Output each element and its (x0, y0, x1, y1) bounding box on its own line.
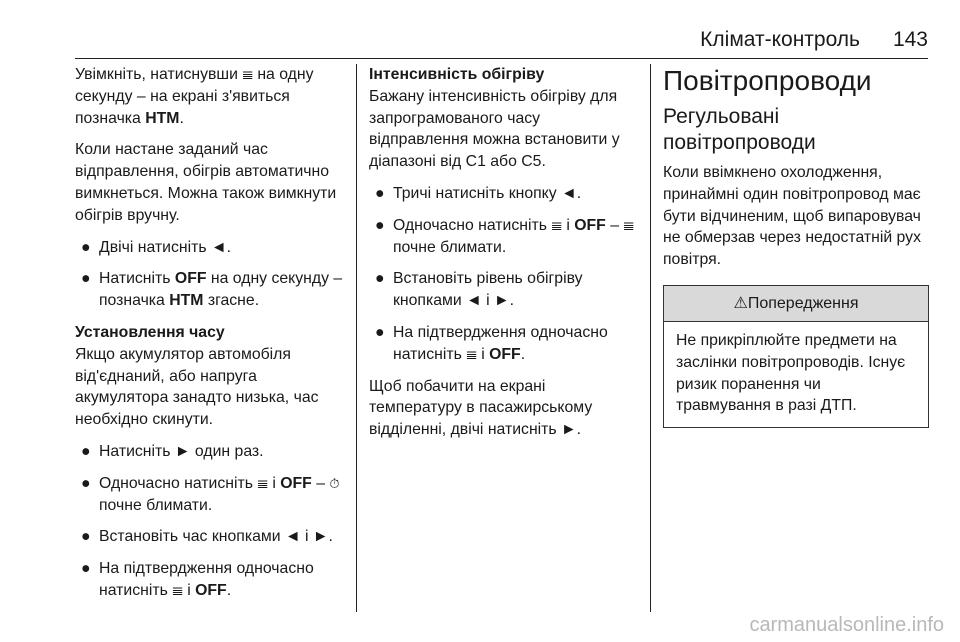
text: Натисніть (99, 442, 175, 460)
paragraph: Коли ввімкнено охолодження, принаймні один повітропровод має бути відчиненим, щоб випаровувач не обмерзав через недостатній рух повітря. (663, 164, 921, 269)
list-item (75, 558, 347, 602)
sub-heading: Інтенсивність обігріву (369, 66, 545, 83)
heater-icon: 𝍣 (551, 217, 562, 233)
off-label: OFF (195, 581, 227, 599)
heater-icon: 𝍣 (466, 346, 477, 362)
text: на одну секунду – на екрані з'явиться позначка (75, 66, 314, 127)
text: Двічі натисніть (99, 238, 211, 256)
right-arrow-icon: ► (312, 528, 329, 546)
text: почне блимати. (99, 496, 213, 514)
heater-icon: 𝍣 (172, 582, 183, 598)
left-arrow-icon: ◄ (284, 528, 301, 546)
text: . (226, 238, 231, 256)
warning-title: Попередження (747, 294, 859, 312)
text: і (267, 474, 281, 492)
bullet-icon: ● (375, 184, 385, 202)
off-label: OFF (489, 345, 521, 363)
off-label: OFF (174, 270, 207, 288)
paragraph: Коли настане заданий час відправлення, обігрів автоматично вимкнеться. Можна також вимкнути обігрів вручну. (75, 141, 337, 224)
text: і (182, 581, 196, 599)
subsection-title: Регульовані повітропроводи (663, 105, 816, 154)
bullet-icon: ● (81, 560, 91, 578)
off-label: OFF (574, 216, 606, 234)
bullet-icon: ● (81, 442, 91, 460)
list-item (75, 441, 347, 463)
page-header-title: Клімат-контроль (700, 28, 860, 51)
bullet-icon: ● (81, 528, 91, 546)
htm-label: HTM (169, 292, 204, 310)
heater-icon: 𝍣 (242, 67, 253, 82)
list-item (369, 215, 641, 259)
text: і (476, 345, 490, 363)
paragraph: Бажану інтенсивність обігріву для запрограмованого часу відправлення можна встановити у діапазоні від C1 або C5. (369, 87, 620, 171)
bullet-icon: ● (375, 323, 385, 341)
warning-text: Не прикріплюйте предмети на заслінки повітропроводів. Існує ризик поранення чи травмування в разі ДТП. (676, 331, 906, 415)
text: На підтвердження одночасно натисніть (393, 323, 608, 363)
watermark: carmanualsonline.info (749, 614, 944, 636)
text: – (311, 474, 330, 492)
text: . (576, 184, 582, 202)
text: Одночасно натисніть (393, 216, 552, 234)
text: . (226, 581, 232, 599)
text: . (179, 109, 184, 127)
text: і (561, 216, 575, 234)
column-divider (650, 64, 651, 612)
column-3 (663, 64, 929, 428)
text: Тричі натисніть кнопку (393, 184, 562, 202)
page-number: 143 (892, 28, 928, 51)
sub-heading: Установлення часу (75, 323, 225, 341)
text: . (328, 528, 333, 546)
paragraph: Щоб побачити на екрані температуру в пасажирському відділенні, двічі натисніть ►. (369, 377, 593, 439)
text: Встановіть час кнопками (99, 528, 285, 546)
heater-icon: 𝍣 (257, 475, 268, 491)
list-item (369, 322, 641, 366)
htm-label: HTM (145, 109, 180, 127)
bullet-icon: ● (375, 270, 385, 288)
list-item (369, 268, 641, 312)
text: один раз. (190, 442, 264, 460)
text: – (605, 216, 624, 234)
bullet-list (369, 183, 641, 366)
header-rule (75, 58, 928, 59)
list-item (75, 237, 347, 259)
text: На підтвердження одночасно натисніть (99, 560, 314, 599)
text: згасне. (203, 292, 260, 310)
heater-icon: 𝍣 (623, 217, 635, 233)
left-arrow-icon: ◄ (210, 238, 227, 256)
left-arrow-icon: ◄ (466, 292, 482, 310)
list-item (369, 183, 641, 205)
bullet-icon: ● (81, 474, 91, 492)
paragraph (75, 64, 347, 129)
text: і (300, 528, 313, 546)
text: на одну секунду – позначка (99, 270, 343, 310)
list-item (75, 473, 347, 517)
bullet-icon: ● (81, 270, 91, 288)
left-arrow-icon: ◄ (561, 184, 577, 202)
list-item (75, 526, 347, 548)
bullet-list (75, 441, 347, 602)
warning-box (663, 285, 929, 428)
right-arrow-icon: ► (174, 442, 191, 460)
section-title: Повітропроводи (663, 65, 872, 96)
text: Одночасно натисніть (99, 474, 258, 492)
text: . (509, 292, 515, 310)
column-2 (369, 64, 641, 451)
bullet-icon: ● (81, 238, 91, 256)
text: Увімкніть, натиснувши (75, 66, 243, 83)
clock-icon: ⏱ (329, 475, 340, 491)
text: . (520, 345, 526, 363)
text: і (481, 292, 495, 310)
right-arrow-icon: ► (494, 292, 510, 310)
text: почне блимати. (393, 238, 507, 256)
paragraph: Якщо акумулятор автомобіля від'єднаний, або напруга акумулятора занадто низька, час необхідно скинути. (75, 345, 319, 429)
warning-header (664, 286, 928, 322)
text: Встановіть рівень обігріву кнопками (393, 270, 583, 310)
bullet-list (75, 237, 347, 312)
column-divider (356, 64, 357, 612)
warning-icon: ⚠ (733, 294, 748, 312)
text: Натисніть (99, 270, 175, 288)
bullet-icon: ● (375, 216, 385, 234)
list-item (75, 268, 347, 312)
column-1 (75, 64, 347, 612)
off-label: OFF (280, 474, 312, 492)
